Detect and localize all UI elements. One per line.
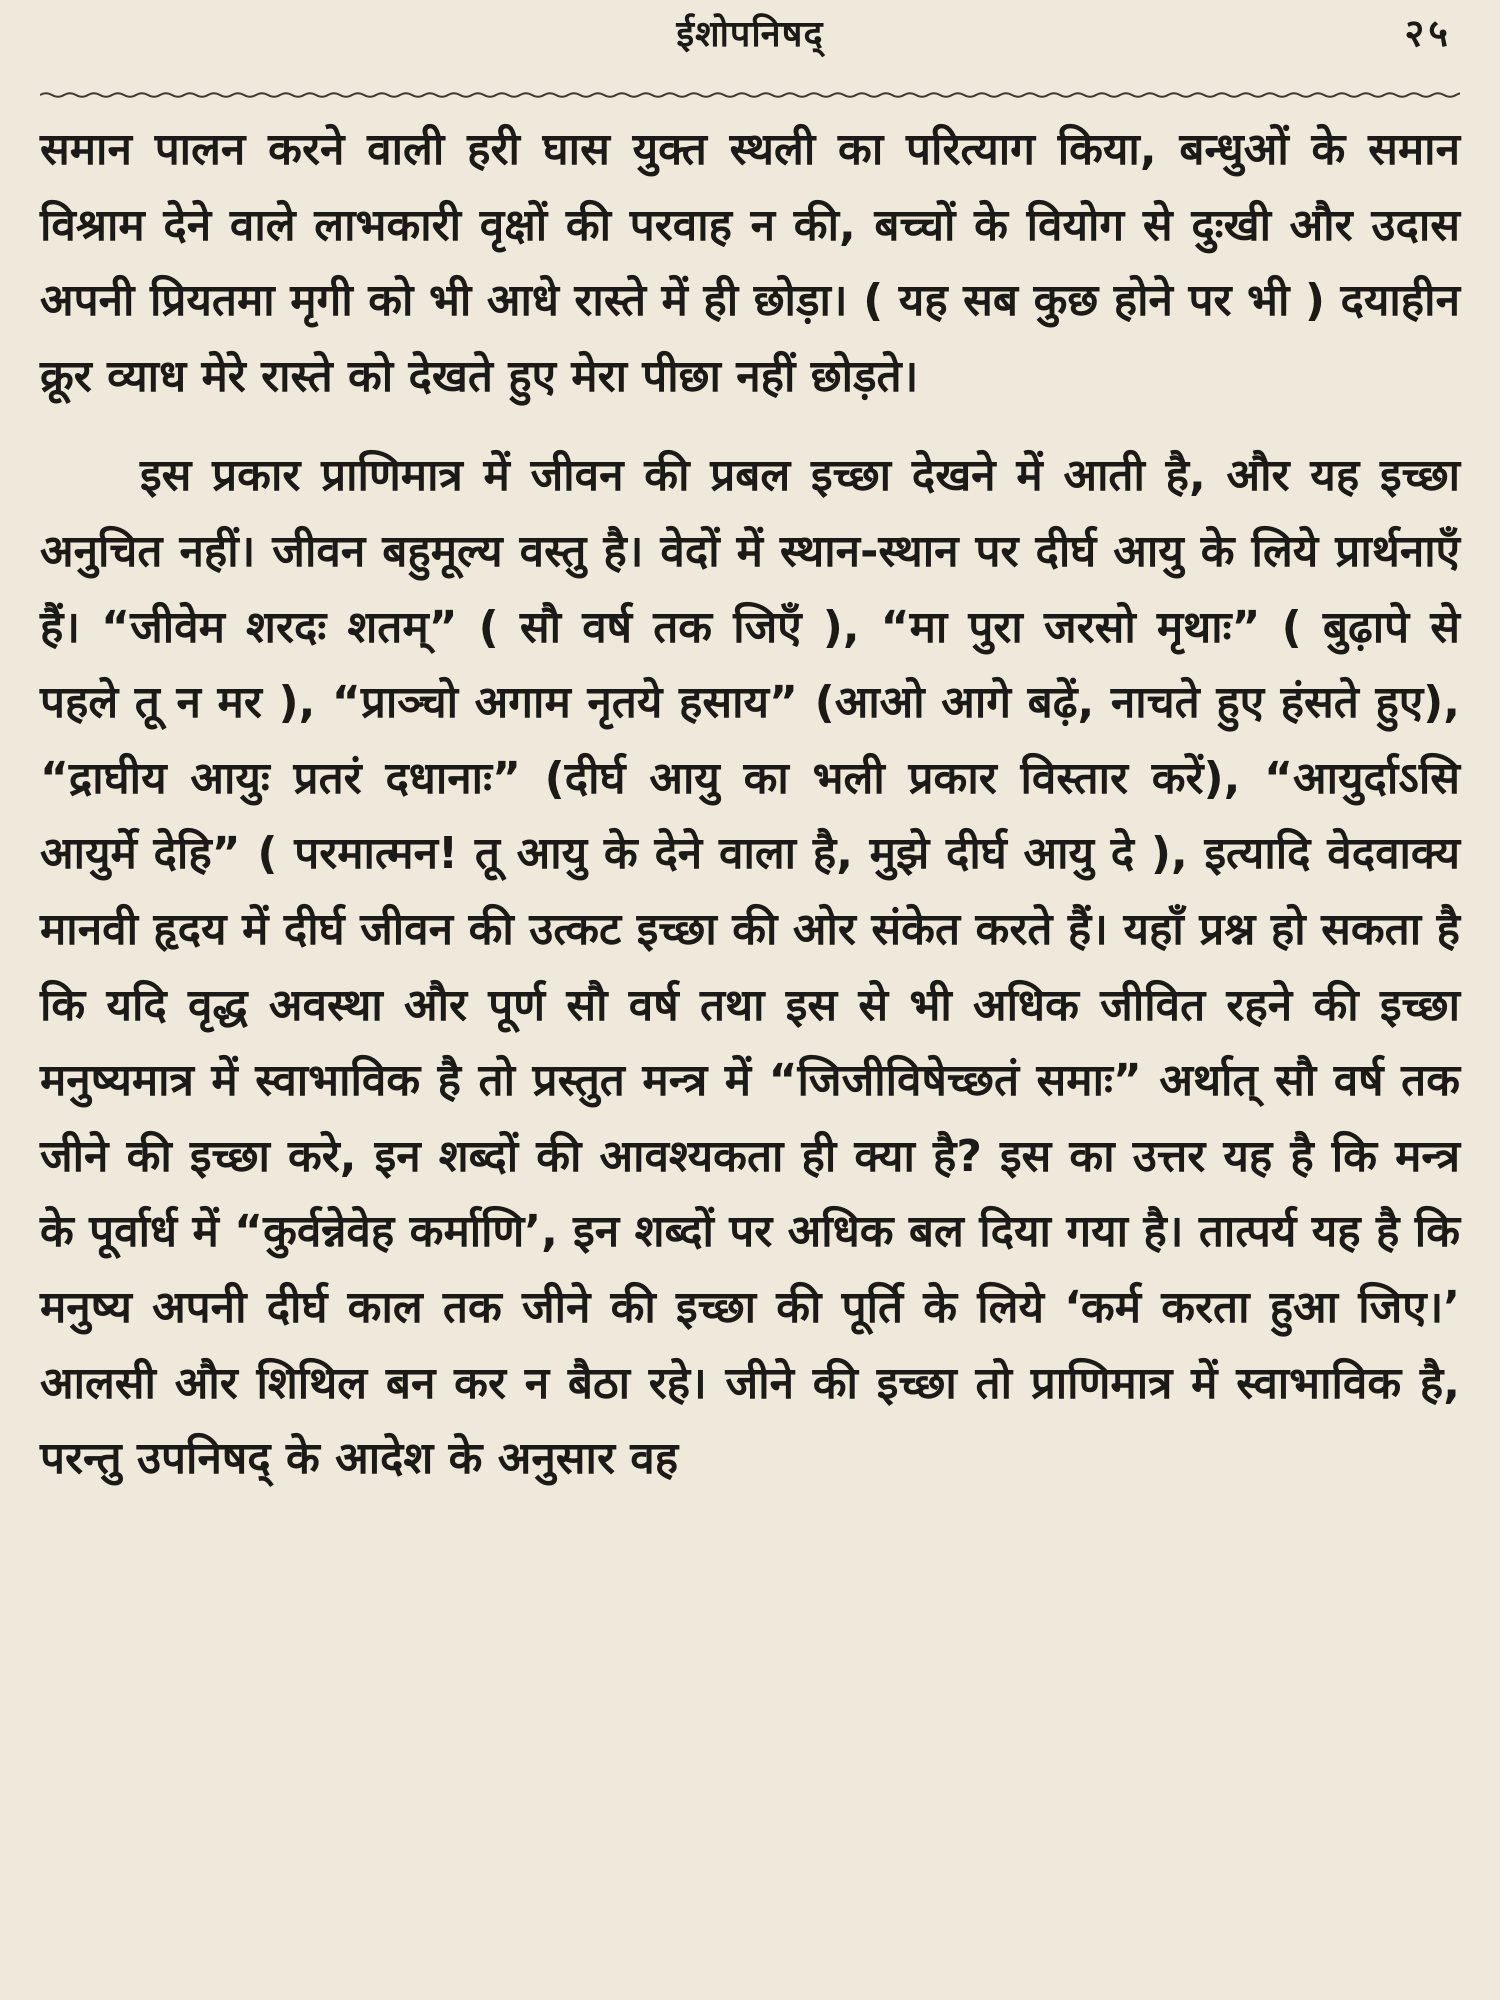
paragraph-1: समान पालन करने वाली हरी घास युक्त स्थली का परित्याग किया, बन्धुओं के समान विश्राम देने वाले लाभकारी वृक्षों की परवाह न की, बच्चों के वियोग से दुःखी और उदास अपनी प्रियतमा मृगी को भी आधे रास्ते में ही छोड़ा। ( यह सब कुछ होने पर भी ) दयाहीन क्रूर व्याध मेरे रास्ते को देखते हुए मेरा पीछा नहीं छोड़ते। — [40, 124, 1460, 402]
wavy-rule — [40, 88, 1460, 102]
page-number: २५ — [1404, 11, 1452, 55]
page-header — [40, 0, 1460, 88]
running-title: ईशोपनिषद् — [676, 14, 824, 55]
body-text — [40, 112, 1460, 1497]
paragraph-2: इस प्रकार प्राणिमात्र में जीवन की प्रबल इच्छा देखने में आती है, और यह इच्छा अनुचित नहीं। जीवन बहुमूल्य वस्तु है। वेदों में स्थान-स्थान पर दीर्घ आयु के लिये प्रार्थनाएँ हैं। “जीवेम शरदः शतम्” ( सौ वर्ष तक जिएँ ), “मा पुरा जरसो मृथाः” ( बुढ़ापे से पहले तू न मर ), “प्राञ्चो अगाम नृतये हसाय” (आओ आगे बढ़ें, नाचते हुए हंसते हुए), “द्राघीय आयुः प्रतरं दधानाः” (दीर्घ आयु का भली प्रकार विस्तार करें), “आयुर्दाऽसि आयुर्मे देहि” ( परमात्मन! तू आयु के देने वाला है, मुझे दीर्घ आयु दे ), इत्यादि वेदवाक्य मानवी हृदय में दीर्घ जीवन की उत्कट इच्छा की ओर संकेत करते हैं। यहाँ प्रश्न हो सकता है कि यदि वृद्ध अवस्था और पूर्ण सौ वर्ष तथा इस से भी अधिक जीवित रहने की इच्छा मनुष्यमात्र में स्वाभाविक है तो प्रस्तुत मन्त्र में “जिजीविषेच्छतं समाः” अर्थात् सौ वर्ष तक जीने की इच्छा करे, इन शब्दों की आवश्यकता ही क्या है? इस का उत्तर यह है कि मन्त्र के पूर्वार्ध में “कुर्वन्नेवेह कर्माणि’, इन शब्दों पर अधिक बल दिया गया है। तात्पर्य यह है कि मनुष्य अपनी दीर्घ काल तक जीने की इच्छा की पूर्ति के लिये ‘कर्म करता हुआ जिए।’ आलसी और शिथिल बन कर न बैठा रहे। जीने की इच्छा तो प्राणिमात्र में स्वाभाविक है, परन्तु उपनिषद् के आदेश के अनुसार वह — [40, 450, 1460, 1485]
wavy-rule-icon — [40, 88, 1460, 102]
